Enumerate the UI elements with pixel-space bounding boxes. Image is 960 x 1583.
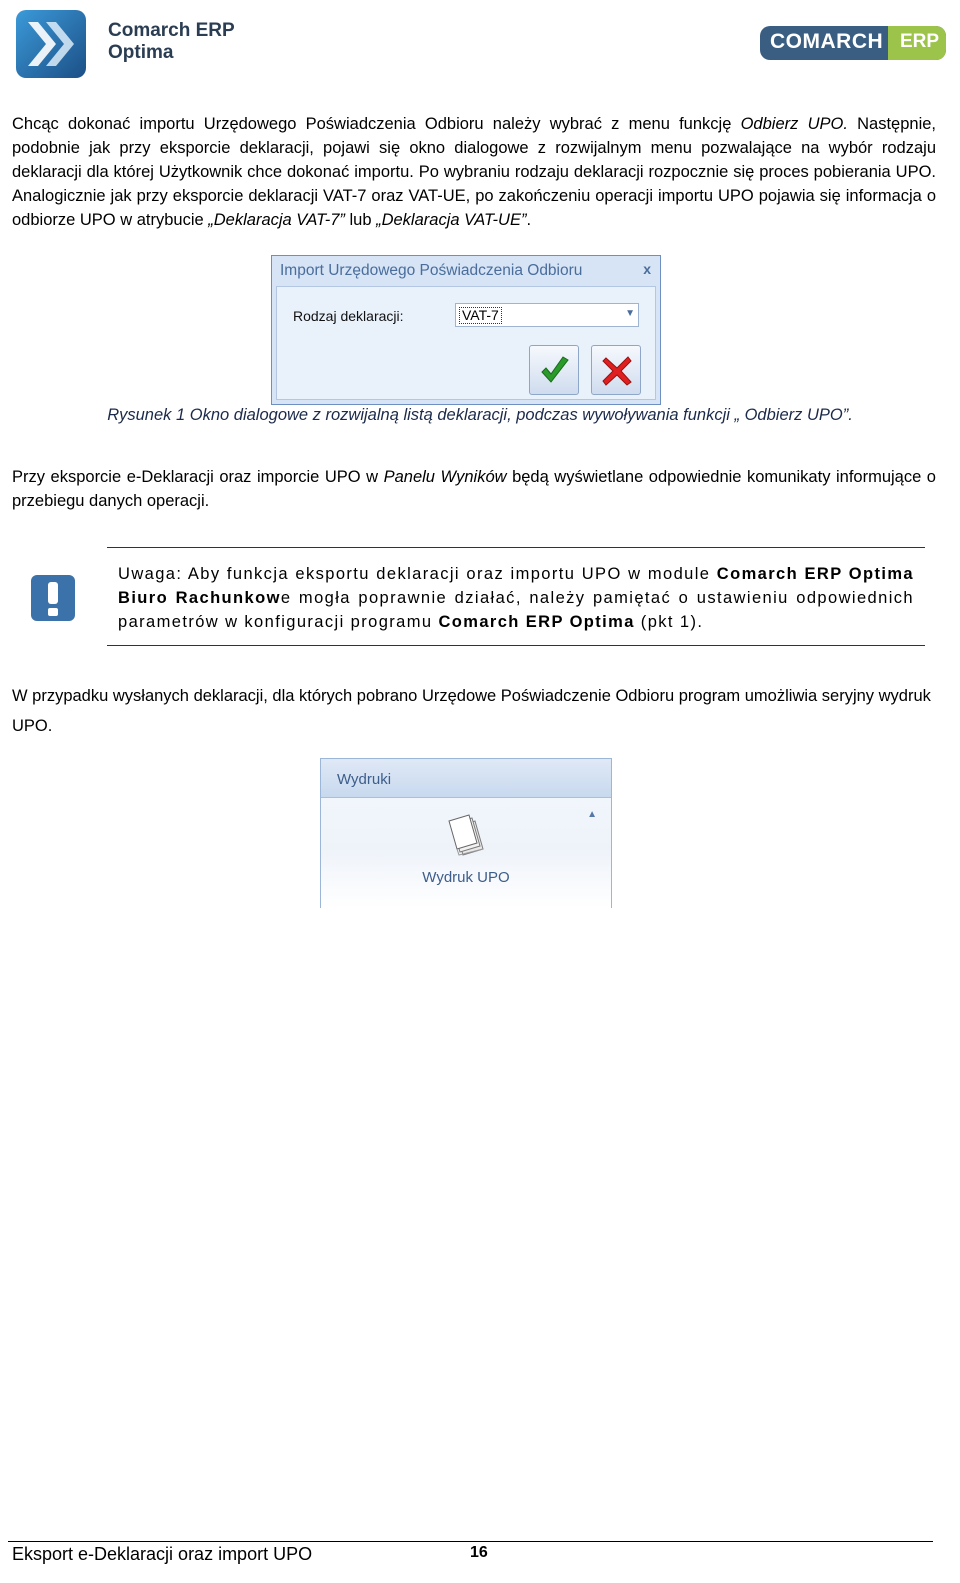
- panel-title: Wydruki: [337, 771, 392, 788]
- close-icon[interactable]: x: [643, 261, 651, 277]
- declaration-type-select[interactable]: [455, 303, 639, 327]
- brand-logo-badge: ERP: [900, 31, 940, 52]
- note-bottom-divider: [107, 645, 925, 646]
- comarch-erp-logo: [760, 24, 948, 62]
- print-paragraph: W przypadku wysłanych deklaracji, dla których pobrano Urzędowe Poświadczenie Odbioru program umożliwia seryjny wydruk UPO.: [12, 687, 931, 735]
- prints-panel: [320, 758, 612, 908]
- confirm-button[interactable]: [529, 345, 579, 395]
- footer-title: Eksport e-Deklaracji oraz import UPO: [12, 1544, 313, 1564]
- declaration-type-label: Rodzaj deklaracji:: [293, 308, 404, 324]
- page-number: 16: [470, 1544, 488, 1561]
- brand-logo-text: COMARCH: [770, 30, 884, 53]
- dialog-title: Import Urzędowego Poświadczenia Odbioru: [280, 262, 583, 279]
- cross-icon: [600, 354, 634, 388]
- exclamation-icon: [30, 574, 76, 622]
- checkmark-icon: [538, 354, 572, 388]
- panel-header: [321, 759, 611, 798]
- print-upo-label[interactable]: Wydruk UPO: [422, 869, 510, 886]
- chevron-down-icon[interactable]: ▼: [625, 308, 635, 319]
- footer-divider: [8, 1541, 933, 1542]
- collapse-arrow-icon[interactable]: ▲: [587, 809, 597, 820]
- documents-icon: [445, 813, 489, 859]
- results-panel-paragraph: Przy eksporcie e-Deklaracji oraz imporcie UPO w Panelu Wyników będą wyświetlane odpowiednie komunikaty informujące o przebiegu danych operacji.: [12, 468, 936, 510]
- intro-paragraph: Chcąc dokonać importu Urzędowego Poświadczenia Odbioru należy wybrać z menu funkcję Odbierz UPO. Następnie, podobnie jak przy eksporcie deklaracji, pojawi się okno dialogowe z rozwijalnym menu pozwalające na wybór rodzaju deklaracji dla której Użytkownik chce dokonać importu. Po wybraniu rodzaju deklaracji rozpocznie się proces pobierania UPO. Analogicznie jak przy eksporcie deklaracji VAT-7 oraz VAT-UE, po zakończeniu operacji importu UPO pojawia się informacja o odbiorze UPO w atrybucie „Deklaracja VAT-7” lub „Deklaracja VAT-UE”.: [12, 115, 937, 229]
- product-name: Comarch ERP Optima: [108, 20, 235, 63]
- figure-caption: Rysunek 1 Okno dialogowe z rozwijalną listą deklaracji, podczas wywoływania funkcji „ Odbierz UPO”.: [107, 406, 853, 424]
- import-upo-dialog: [271, 255, 661, 405]
- declaration-type-value: VAT-7: [459, 307, 502, 324]
- dialog-body: [276, 286, 656, 400]
- note-text: Uwaga: Aby funkcja eksportu deklaracji oraz importu UPO w module Comarch ERP Optima Biuro Rachunkowe mogła poprawnie działać, należy pamiętać o ustawieniu odpowiednich parametrów w konfiguracji programu Comarch ERP Optima (pkt 1).: [118, 565, 914, 631]
- note-top-divider: [107, 547, 925, 548]
- cancel-button[interactable]: [591, 345, 641, 395]
- print-upo-button[interactable]: [445, 813, 489, 864]
- optima-logo-icon: [14, 8, 88, 80]
